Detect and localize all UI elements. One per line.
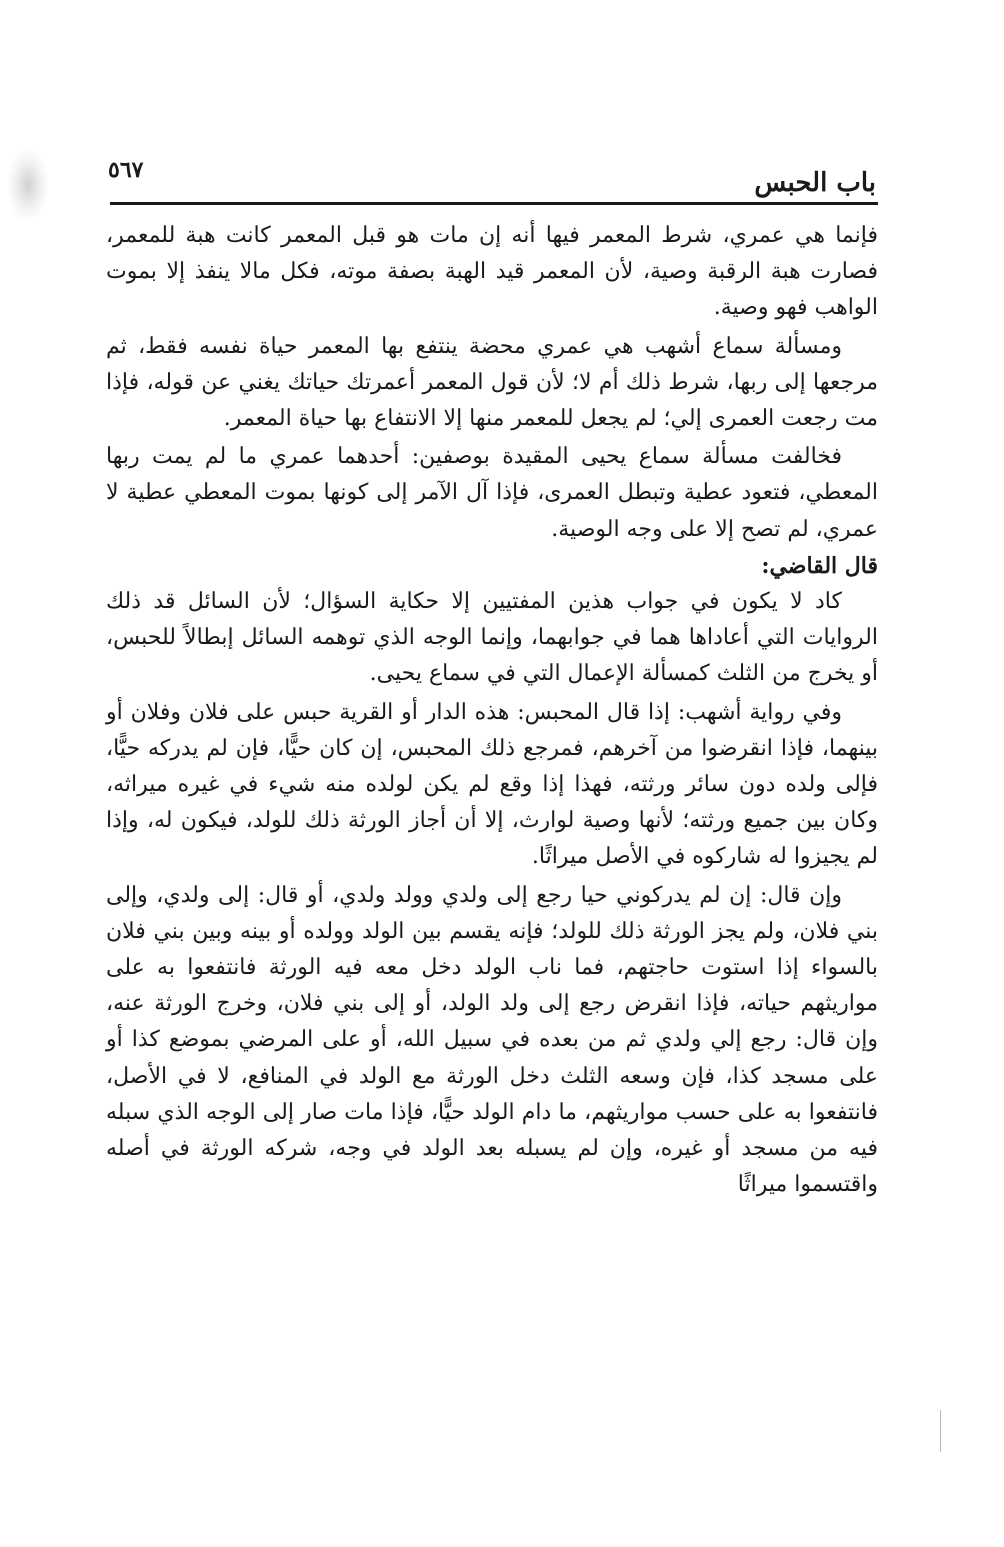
paragraph-6: وإن قال: إن لم يدركوني حيا رجع إلى ولدي وولد ولدي، أو قال: إلى ولدي، وإلى بني فلان، ولم يجز الورثة ذلك للولد؛ فإنه يقسم بين الولد وولده أو بينه وبين بني فلان بالسواء إذا استوت حاجتهم، فما ناب الولد دخل معه فيه الورثة فانتفعوا به على مواريثهم حياته، فإذا انقرض رجع إلى ولد الولد، أو إلى بني فلان، وخرج الورثة عنه، وإن قال: رجع إلي ولدي ثم من بعده في سبيل الله، أو على المرضي بموضع كذا أو على مسجد كذا، فإن وسعه الثلث دخل الورثة مع الولد في المنافع، لا في الأصل، فانتفعوا به على حسب مواريثهم، ما دام الولد حيًّا، فإذا مات صار إلى الوجه الذي سبله فيه من مسجد أو غيره، وإن لم يسبله بعد الولد في وجه، شركه الورثة في أصله واقتسموا ميراثًا <box>106 882 878 1198</box>
paragraph-4: كاد لا يكون في جواب هذين المفتيين إلا حكاية السؤال؛ لأن السائل قد ذلك الروايات التي أعاداها هما في جوابهما، وإنما الوجه الذي توهمه السائل إبطالاً للحبس، أو يخرج من الثلث كمسألة الإعمال التي في سماع يحيى. <box>106 589 878 687</box>
chapter-title: باب الحبس <box>754 168 876 198</box>
body-text <box>106 218 878 1203</box>
page-number: ٥٦٧ <box>108 157 144 183</box>
section-heading: قال القاضي: <box>761 552 878 579</box>
scan-smudge <box>8 150 48 220</box>
page-header <box>108 156 876 202</box>
paragraph-3: فخالفت مسألة سماع يحيى المقيدة بوصفين: أحدهما عمري ما لم يمت ربها المعطي، فتعود عطية وتبطل العمرى، فإذا آل الآمر إلى كونها بموت المعطي عطية لا عمري، لم تصح إلا على وجه الوصية. <box>106 444 878 542</box>
paragraph-5: وفي رواية أشهب: إذا قال المحبس: هذه الدار أو القرية حبس على فلان وفلان أو بينهما، فإذا انقرضوا من آخرهم، فمرجع ذلك المحبس، إن كان حيًّا، فإن لم يدركه حيًّا، فإلى ولده دون سائر ورثته، فهذا إذا وقع لم يكن لولده منه شيء في غيره ميراثه، وكان بين جميع ورثته؛ لأنها وصية لوارث، إلا أن أجاز الورثة ذلك للولد، فيكون له، وإذا لم يجيزوا له شاركوه في الأصل ميراثًا. <box>106 699 878 870</box>
paragraph-1: فإنما هي عمري، شرط المعمر فيها أنه إن مات هو قبل المعمر كانت هبة للمعمر، فصارت هبة الرقبة وصية، لأن المعمر قيد الهبة بصفة موته، فكل مالا ينفذ إلا بموت الواهب فهو وصية. <box>106 223 878 321</box>
header-rule <box>110 202 878 205</box>
paragraph-2: ومسألة سماع أشهب هي عمري محضة ينتفع بها المعمر حياة نفسه فقط، ثم مرجعها إلى ربها، شرط ذلك أم لا؛ لأن قول المعمر أعمرتك حياتك يغني عن قوله، فإذا مت رجعت العمرى إلي؛ لم يجعل للمعمر منها إلا الانتفاع بها حياة المعمر. <box>106 333 878 432</box>
margin-mark <box>940 1410 941 1452</box>
